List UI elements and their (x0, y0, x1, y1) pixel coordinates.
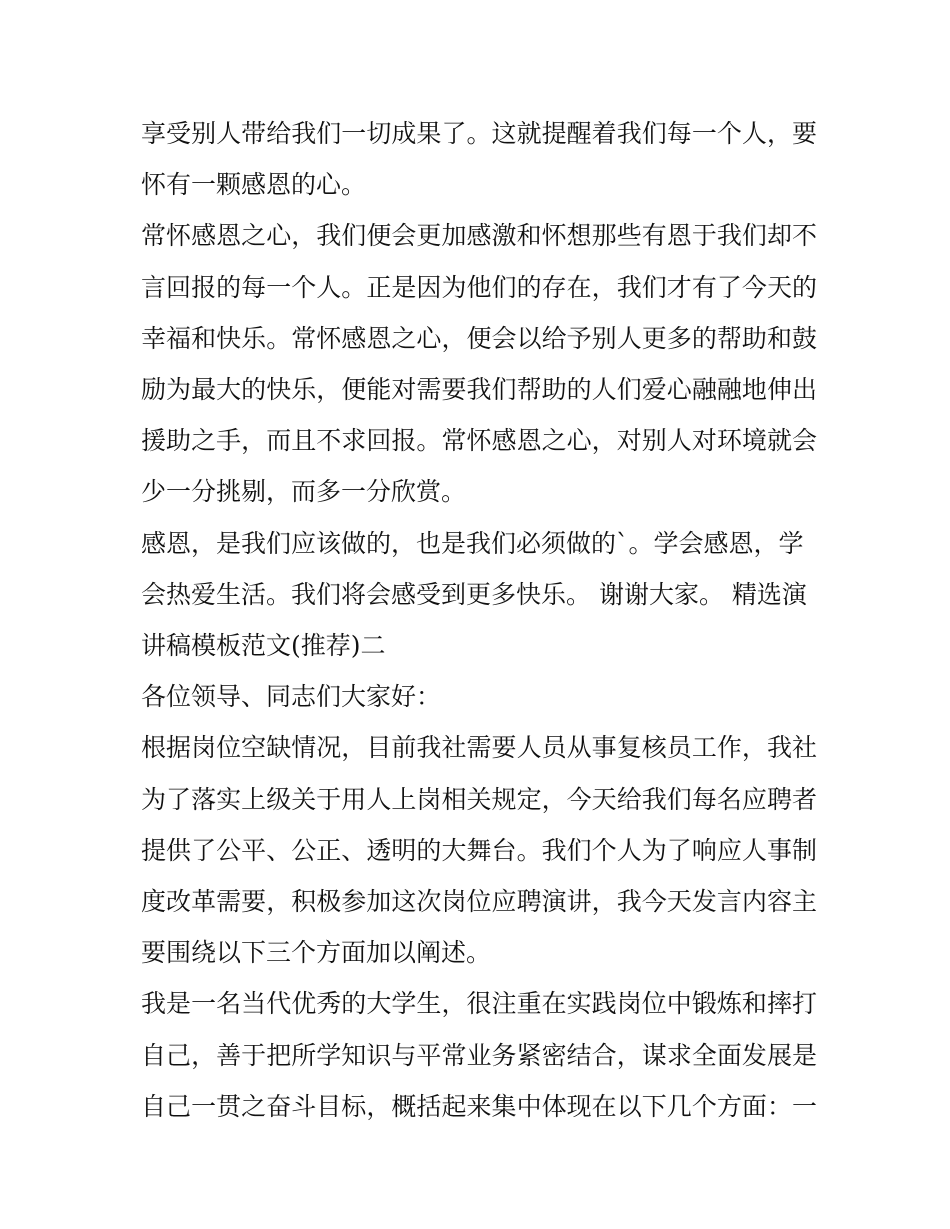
text-line: 常怀感恩之心，我们便会更加感激和怀想那些有恩于我们却不 (141, 221, 817, 251)
text-line: 享受别人带给我们一切成果了。这就提醒着我们每一个人，要 (141, 119, 817, 148)
text-line: 我是一名当代优秀的大学生，很注重在实践岗位中锻炼和摔打 (141, 989, 817, 1019)
text-line: 援助之手，而且不求回报。常怀感恩之心，对别人对环境就会 (141, 426, 817, 456)
text-line: 为了落实上级关于用人上岗相关规定，今天给我们每名应聘者 (141, 784, 817, 814)
speech-text-body (141, 108, 817, 1132)
text-line: 少一分挑剔，而多一分欣赏。 (141, 477, 467, 507)
text-line: 励为最大的快乐，便能对需要我们帮助的人们爱心融融地伸出 (141, 375, 817, 405)
text-line: 感恩，是我们应该做的，也是我们必须做的`。学会感恩，学 (141, 528, 804, 558)
text-line: 自己一贯之奋斗目标，概括起来集中体现在以下几个方面：一 (141, 1091, 817, 1121)
text-line: 要围绕以下三个方面加以阐述。 (141, 938, 492, 968)
text-line: 会热爱生活。我们将会感受到更多快乐。 谢谢大家。 精选演 (141, 579, 807, 609)
text-line: 讲稿模板范文(推荐)二 (141, 631, 386, 661)
text-line: 言回报的每一个人。正是因为他们的存在，我们才有了今天的 (141, 272, 817, 302)
text-line: 各位领导、同志们大家好： (141, 682, 442, 712)
text-line: 提供了公平、公正、透明的大舞台。我们个人为了响应人事制 (141, 835, 817, 865)
text-line: 怀有一颗感恩的心。 (141, 170, 367, 200)
text-line: 自己，善于把所学知识与平常业务紧密结合，谋求全面发展是 (141, 1040, 817, 1070)
text-line: 度改革需要，积极参加这次岗位应聘演讲，我今天发言内容主 (141, 887, 817, 917)
text-line: 幸福和快乐。常怀感恩之心，便会以给予别人更多的帮助和鼓 (141, 323, 817, 353)
text-line: 根据岗位空缺情况，目前我社需要人员从事复核员工作，我社 (141, 733, 817, 763)
